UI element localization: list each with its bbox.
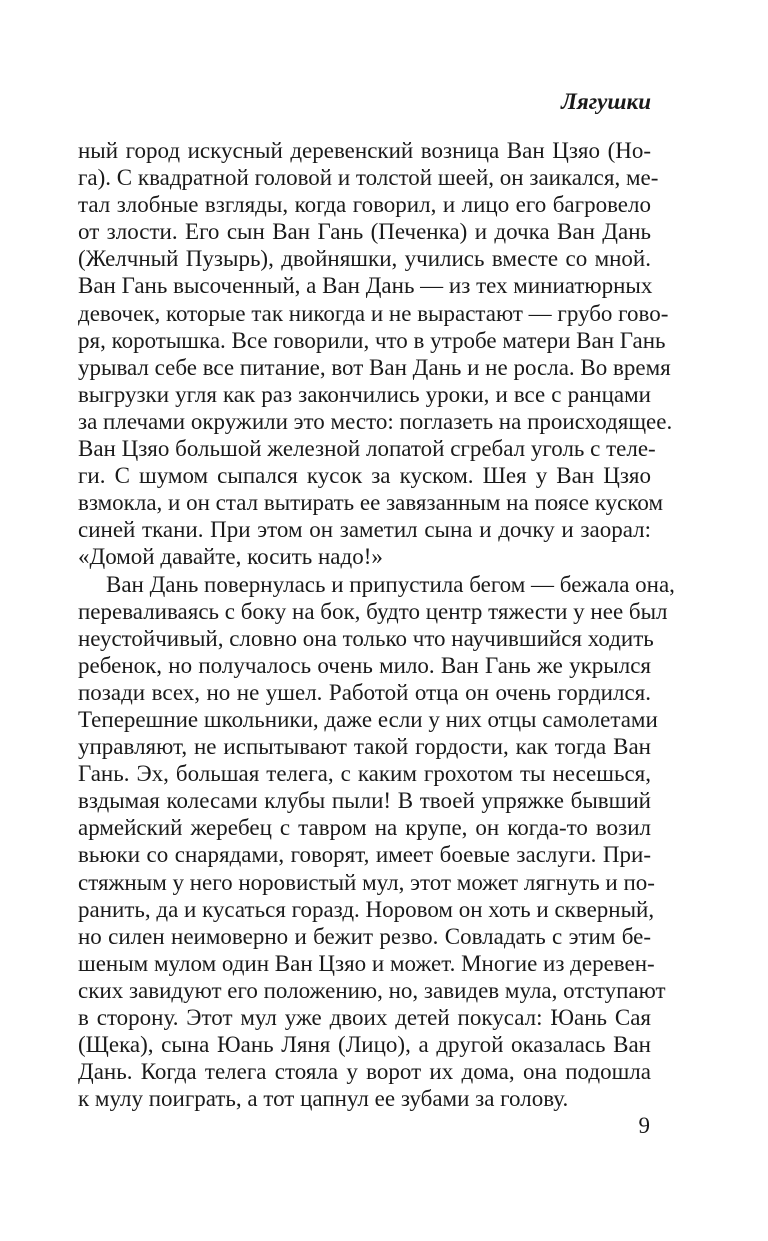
text-line: ный город искусный деревенский возница Ван Цзяо (Но- xyxy=(78,138,651,163)
text-line: Ван Гань высоченный, а Ван Дань — из тех миниатюрных xyxy=(78,273,653,299)
text-line: армейский жеребец с тавром на крупе, он когда-то возил xyxy=(78,815,651,841)
text-line: (Щека), сына Юань Ляня (Лицо), а другой оказалась Ван xyxy=(78,1032,651,1058)
text-line: от злости. Его сын Ван Гань (Печенка) и дочка Ван Дань xyxy=(78,219,651,245)
text-line: переваливаясь с боку на бок, будто центр тяжести у нее был xyxy=(78,598,668,624)
text-line: вьюки со снарядами, говорят, имеет боевые заслуги. При- xyxy=(78,842,651,868)
text-line: вздымая колесами клубы пыли! В твоей упряжке бывший xyxy=(78,788,651,814)
text-line: (Желчный Пузырь), двойняшки, учились вместе со мной. xyxy=(78,246,651,272)
text-line: Ван Дань повернулась и припустила бегом — бежала она, xyxy=(106,571,675,597)
text-line: неустойчивый, словно она только что научившийся ходить xyxy=(78,625,654,651)
text-line: «Домой давайте, косить надо!» xyxy=(78,544,383,570)
text-line: урывал себе все питание, вот Ван Дань и не росла. Во время xyxy=(78,354,671,380)
text-line: девочек, которые так никогда и не вырастают — грубо гово- xyxy=(78,300,669,326)
text-line: управляют, не испытывают такой гордости, как тогда Ван xyxy=(78,734,651,760)
text-line: стяжным у него норовистый мул, этот может лягнуть и по- xyxy=(78,869,655,895)
text-line: Дань. Когда телега стояла у ворот их дома, она подошла xyxy=(78,1059,651,1085)
text-line: Гань. Эх, большая телега, с каким грохотом ты несешься, xyxy=(78,761,651,787)
text-line: га). С квадратной головой и толстой шеей, он заикался, ме- xyxy=(78,165,659,191)
text-line: к мулу поиграть, а тот цапнул ее зубами за голову. xyxy=(78,1086,569,1112)
body-text xyxy=(78,137,675,1112)
text-line: синей ткани. При этом он заметил сына и дочку и заорал: xyxy=(78,517,651,543)
text-line: ги. С шумом сыпался кусок за куском. Шея у Ван Цзяо xyxy=(78,463,651,489)
text-line: в сторону. Этот мул уже двоих детей покусал: Юань Сая xyxy=(78,1005,651,1030)
text-line: Ван Цзяо большой железной лопатой сгребал уголь с теле- xyxy=(78,436,656,462)
text-line: за плечами окружили это место: поглазеть на происходящее. xyxy=(78,408,673,434)
text-line: взмокла, и он стал вытирать ее завязанным на поясе куском xyxy=(78,490,664,516)
text-line: ских завидуют его положению, но, завидев мула, отступают xyxy=(78,977,666,1003)
text-line: шеным мулом один Ван Цзяо и может. Многие из деревен- xyxy=(78,950,655,976)
text-line: Теперешние школьники, даже если у них отцы самолетами xyxy=(78,706,658,732)
text-line: выгрузки угля как раз закончились уроки, и все с ранцами xyxy=(78,381,651,407)
text-line: ребенок, но получалось очень мило. Ван Гань же укрылся xyxy=(78,652,651,678)
page-number: 9 xyxy=(638,1113,650,1138)
text-line: позади всех, но не ушел. Работой отца он очень гордился. xyxy=(78,679,651,705)
text-line: тал злобные взгляды, когда говорил, и лицо его багровело xyxy=(78,192,651,218)
running-head: Лягушки xyxy=(561,89,651,114)
text-line: ря, коротышка. Все говорили, что в утробе матери Ван Гань xyxy=(78,327,666,353)
text-line: но силен неимоверно и бежит резво. Совладать с этим бе- xyxy=(78,923,651,949)
text-line: ранить, да и кусаться горазд. Норовом он хоть и скверный, xyxy=(78,896,655,922)
